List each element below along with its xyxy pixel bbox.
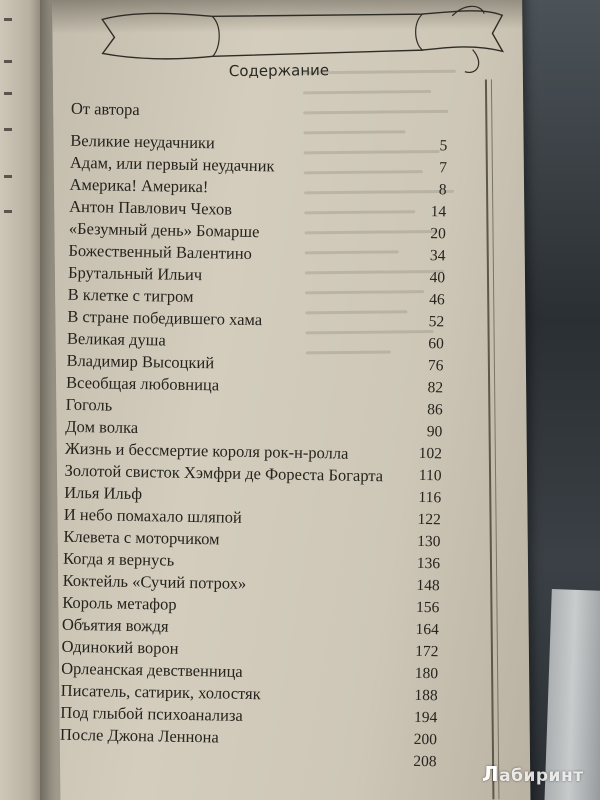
labirint-logo-icon: Л <box>482 762 500 786</box>
toc-entry-page: 122 <box>417 510 441 529</box>
toc-entry-title: Орлеанская девственница <box>60 658 243 681</box>
toc-page <box>52 0 531 800</box>
toc-entry-title: Коктейль «Сучий потрох» <box>62 570 247 593</box>
toc-entry-title: Всеобщая любовница <box>65 372 220 395</box>
toc-entry-title: В стране победившего хама <box>67 306 263 330</box>
toc-heading: Содержание <box>228 61 330 81</box>
toc-entry-page: 200 <box>413 730 438 749</box>
toc-entry-page: 40 <box>429 269 446 287</box>
toc-entry-page: 90 <box>426 423 443 441</box>
toc-entry-title: «Безумный день» Бомарше <box>68 218 260 242</box>
toc-entry-title: Гоголь <box>65 394 113 415</box>
toc-entry-title: Под глыбой психоанализа <box>60 702 243 725</box>
toc-entry-page: 52 <box>428 313 445 331</box>
toc-entry-page: 7 <box>439 159 448 177</box>
toc-entry-title: Одинокий ворон <box>61 636 179 658</box>
toc-entry-title: Великая душа <box>66 328 166 350</box>
toc-entry-title: От автора <box>70 98 140 120</box>
toc-entry-title: Божественный Валентино <box>68 240 253 263</box>
toc-entry-page: 188 <box>414 686 438 705</box>
toc-entry-page: 8 <box>438 181 447 199</box>
toc-entry-page: 86 <box>427 401 443 419</box>
toc-entry-title: Золотой свисток Хэмфри де Фореста Богарта <box>64 460 384 486</box>
toc-entry-title: Илья Ильф <box>64 482 143 504</box>
toc-entry-page: 5 <box>439 137 448 155</box>
toc-entry-page: 164 <box>415 620 440 639</box>
toc-list <box>59 99 471 800</box>
toc-entry-title: В клетке с тигром <box>67 284 194 306</box>
toc-entry-title: Когда я вернусь <box>62 548 175 570</box>
toc-entry-page: 82 <box>427 379 444 397</box>
toc-entry-page: 76 <box>427 357 444 375</box>
toc-entry-title: Дом волка <box>65 416 139 438</box>
toc-entry-title: И небо помахало шляпой <box>63 504 242 527</box>
toc-entry-page: 130 <box>417 532 441 551</box>
toc-entry-title: Антон Павлович Чехов <box>69 196 233 219</box>
toc-entry-title: Жизнь и бессмертие короля рок-н-ролла <box>64 438 349 463</box>
toc-entry-page: 172 <box>415 642 439 661</box>
toc-entry-title: Писатель, сатирик, холостяк <box>60 680 261 704</box>
toc-entry-page: 60 <box>428 335 445 353</box>
toc-entry-title: Америка! Америка! <box>69 174 209 197</box>
toc-entry-title: Объятия вождя <box>61 614 169 636</box>
toc-entry-page: 116 <box>418 488 442 507</box>
labirint-watermark <box>482 762 584 786</box>
toc-entry-page: 34 <box>429 247 446 265</box>
facing-page-left <box>0 0 42 800</box>
left-page-text-fragments <box>0 0 14 800</box>
toc-entry-page: 20 <box>430 225 446 243</box>
toc-entry-title: Владимир Высоцкий <box>66 350 215 373</box>
toc-entry-page: 46 <box>429 291 445 309</box>
toc-entry-title: Король метафор <box>62 592 177 614</box>
toc-entry-page: 194 <box>413 708 438 727</box>
toc-entry-title: Брутальный Ильич <box>67 262 203 285</box>
toc-entry-page: 136 <box>416 554 441 573</box>
toc-entry-page: 14 <box>430 203 447 221</box>
toc-entry-page: 156 <box>415 598 440 617</box>
toc-entry-page: 110 <box>418 466 442 485</box>
toc-entry-title: Клевета с моторчиком <box>63 526 220 549</box>
toc-entry-title: Великие неудачники <box>70 130 216 153</box>
toc-entry-page: 208 <box>413 752 437 771</box>
toc-entry-title: Адам, или первый неудачник <box>69 152 275 176</box>
toc-entry-page: 180 <box>414 664 439 683</box>
toc-entry-title: После Джона Леннона <box>59 724 219 747</box>
watermark-text: абиринт <box>499 766 584 786</box>
toc-entry-page: 102 <box>418 444 443 463</box>
toc-entry-page: 148 <box>416 576 440 595</box>
